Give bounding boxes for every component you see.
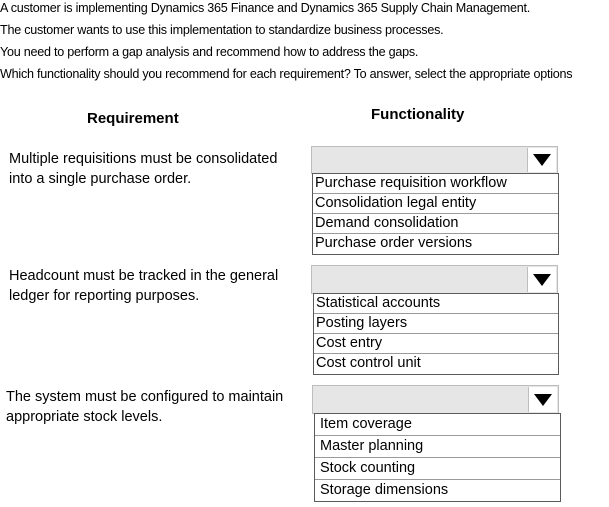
chevron-down-icon[interactable] [527, 148, 556, 172]
dropdown-option[interactable]: Cost control unit [316, 355, 421, 371]
chevron-down-icon[interactable] [528, 387, 557, 412]
dropdown-option[interactable]: Cost entry [314, 334, 558, 354]
functionality-column-header: Functionality [371, 106, 465, 123]
dropdown-option[interactable]: Demand consolidation [313, 214, 558, 234]
intro-line: Which functionality should you recommend for each requirement? To answer, select the appropriate options [0, 67, 573, 81]
intro-line: The customer wants to use this implementation to standardize business processes. [0, 23, 444, 37]
requirement-line: Headcount must be tracked in the general [9, 268, 279, 284]
question-intro [0, 0, 609, 88]
requirement-text-1 [9, 149, 277, 189]
intro-line: You need to perform a gap analysis and recommend how to address the gaps. [0, 45, 419, 59]
dropdown-option[interactable]: Posting layers [314, 314, 558, 334]
requirement-text-2 [9, 266, 278, 306]
requirement-line: into a single purchase order. [9, 171, 192, 187]
dropdown-option[interactable]: Master planning [315, 436, 560, 458]
functionality-options-1 [312, 173, 559, 255]
requirement-line: The system must be configured to maintain [6, 389, 284, 405]
dropdown-option[interactable]: Item coverage [315, 414, 560, 436]
requirement-line: appropriate stock levels. [6, 409, 163, 425]
functionality-dropdown-3[interactable] [312, 385, 559, 414]
requirement-line: Multiple requisitions must be consolidated [9, 151, 278, 167]
intro-line: A customer is implementing Dynamics 365 Finance and Dynamics 365 Supply Chain Management. [0, 1, 531, 15]
dropdown-option[interactable]: Purchase requisition workflow [313, 174, 558, 194]
dropdown-option[interactable]: Purchase order versions [315, 235, 473, 251]
functionality-dropdown-2[interactable] [311, 265, 558, 294]
functionality-dropdown-1[interactable] [311, 146, 558, 174]
dropdown-option[interactable]: Stock counting [315, 458, 560, 480]
dropdown-option[interactable]: Consolidation legal entity [313, 194, 558, 214]
chevron-down-icon[interactable] [527, 267, 556, 292]
dropdown-option[interactable]: Statistical accounts [314, 294, 558, 314]
dropdown-option[interactable]: Storage dimensions [320, 482, 449, 498]
functionality-options-3 [314, 413, 561, 502]
requirement-text-3 [6, 387, 283, 427]
requirement-line: ledger for reporting purposes. [9, 288, 200, 304]
requirement-column-header: Requirement [87, 110, 179, 127]
functionality-options-2 [313, 293, 559, 375]
